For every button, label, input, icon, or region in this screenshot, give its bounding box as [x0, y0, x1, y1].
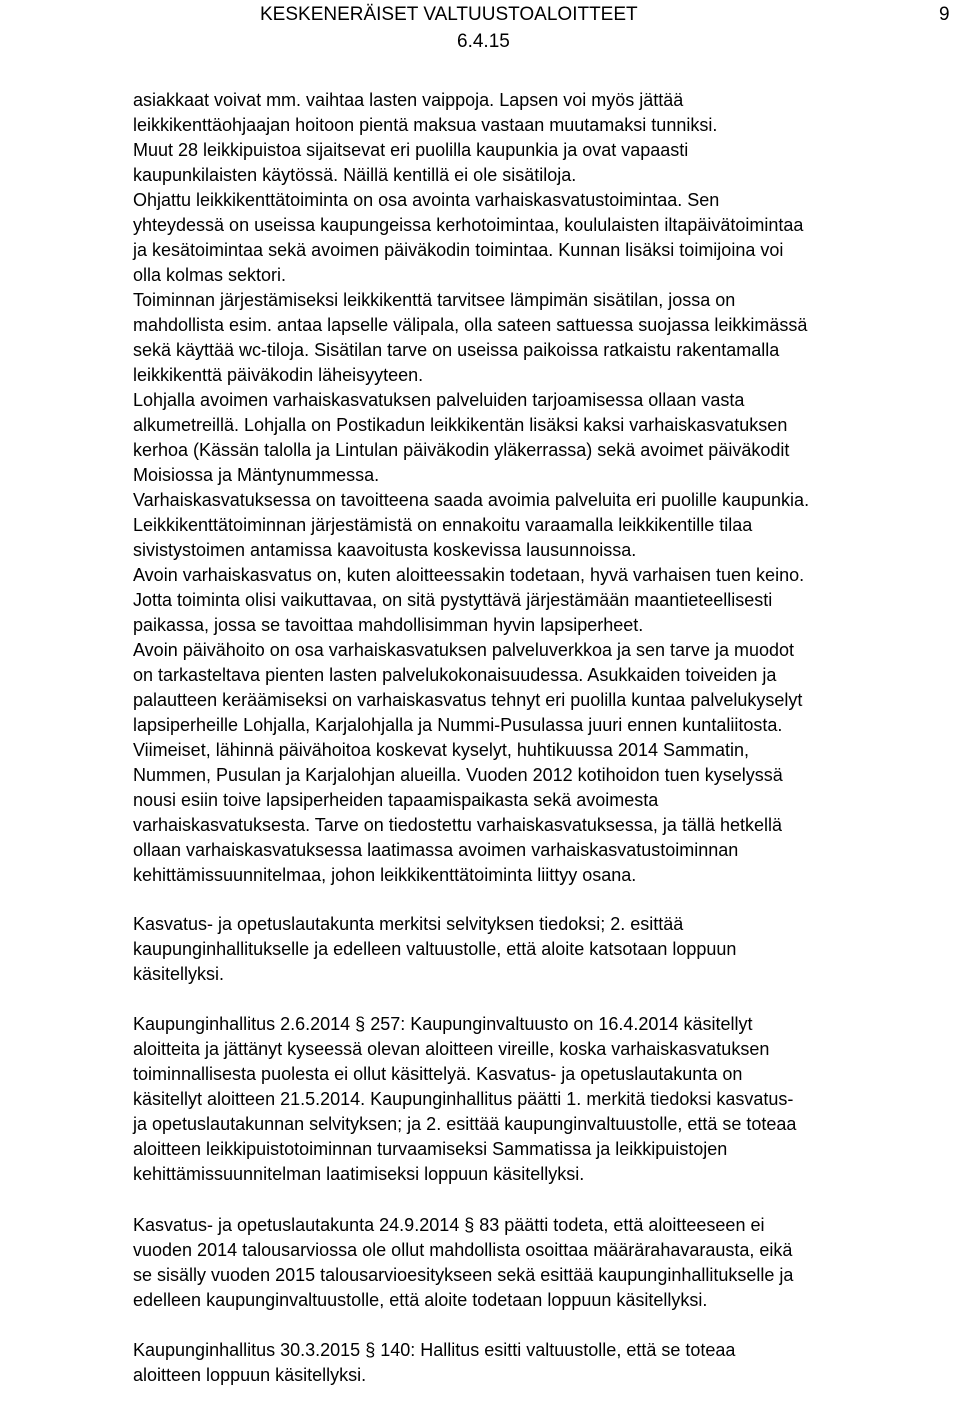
text-line: kaupunginhallitukselle ja edelleen valtuustolle, että aloite katsotaan loppuun: [133, 939, 737, 959]
text-line: käsitellyt aloitteen 21.5.2014. Kaupunginhallitus päätti 1. merkitä tiedoksi kasvatus-: [133, 1089, 794, 1109]
text-line: ollaan varhaiskasvatuksessa laatimassa avoimen varhaiskasvatustoiminnan: [133, 840, 739, 860]
text-line: nousi esiin toive lapsiperheiden tapaamispaikasta sekä avoimesta: [133, 790, 659, 810]
text-line: Kaupunginhallitus 2.6.2014 § 257: Kaupunginvaltuusto on 16.4.2014 käsitellyt: [133, 1014, 753, 1034]
text-line: Toiminnan järjestämiseksi leikkikenttä tarvitsee lämpimän sisätilan, jossa on: [133, 290, 736, 310]
text-line: se sisälly vuoden 2015 talousarvioesitykseen sekä esittää kaupunginhallitukselle ja: [133, 1265, 794, 1285]
text-line: Viimeiset, lähinnä päivähoitoa koskevat kyselyt, huhtikuussa 2014 Sammatin,: [133, 740, 750, 760]
text-line: sivistystoimen antamissa kaavoitusta koskevissa lausunnoissa.: [133, 540, 637, 560]
text-line: Leikkikenttätoiminnan järjestämistä on ennakoitu varaamalla leikkikentille tilaa: [133, 515, 753, 535]
text-line: käsitellyksi.: [133, 964, 225, 984]
text-line: yhteydessä on useissa kaupungeissa kerhotoimintaa, koululaisten iltapäivätoimintaa: [133, 215, 804, 235]
header-date: 6.4.15: [457, 31, 510, 52]
text-line: leikkikenttäohjaajan hoitoon pientä maksua vastaan muutamaksi tunniksi.: [133, 115, 718, 135]
text-line: Kasvatus- ja opetuslautakunta merkitsi selvityksen tiedoksi; 2. esittää: [133, 914, 684, 934]
text-line: kaupunkilaisten käytössä. Näillä kentillä ei ole sisätiloja.: [133, 165, 577, 185]
text-line: mahdollista esim. antaa lapselle välipala, olla sateen sattuessa suojassa leikkimässä: [133, 315, 808, 335]
text-line: Kasvatus- ja opetuslautakunta 24.9.2014 § 83 päätti todeta, että aloitteeseen ei: [133, 1215, 765, 1235]
text-line: alkumetreillä. Lohjalla on Postikadun leikkikentän lisäksi kaksi varhaiskasvatuksen: [133, 415, 788, 435]
text-line: Avoin päivähoito on osa varhaiskasvatuksen palveluverkkoa ja sen tarve ja muodot: [133, 640, 795, 660]
text-line: olla kolmas sektori.: [133, 265, 287, 285]
text-line: asiakkaat voivat mm. vaihtaa lasten vaippoja. Lapsen voi myös jättää: [133, 90, 684, 110]
text-line: Jotta toiminta olisi vaikuttavaa, on sitä pystyttävä järjestämään maantieteellisesti: [133, 590, 773, 610]
text-line: Lohjalla avoimen varhaiskasvatuksen palveluiden tarjoamisessa ollaan vasta: [133, 390, 745, 410]
text-line: edelleen kaupunginvaltuustolle, että aloite todetaan loppuun käsitellyksi.: [133, 1290, 708, 1310]
text-line: Avoin varhaiskasvatus on, kuten aloitteessakin todetaan, hyvä varhaisen tuen keino.: [133, 565, 805, 585]
text-line: kehittämissuunnitelmaa, johon leikkikenttätoiminta liittyy osana.: [133, 865, 637, 885]
text-line: varhaiskasvatuksesta. Tarve on tiedostettu varhaiskasvatuksessa, ja tällä hetkellä: [133, 815, 783, 835]
text-line: ja kesätoimintaa sekä avoimen päiväkodin toimintaa. Kunnan lisäksi toimijoina voi: [133, 240, 784, 260]
text-line: on tarkasteltava pienten lasten palvelukokonaisuudessa. Asukkaiden toiveiden ja: [133, 665, 777, 685]
text-line: Kaupunginhallitus 30.3.2015 § 140: Hallitus esitti valtuustolle, että se toteaa: [133, 1340, 736, 1360]
text-line: leikkikenttä päiväkodin läheisyyteen.: [133, 365, 424, 385]
text-line: palautteen keräämiseksi on varhaiskasvatus tehnyt eri puolilla kuntaa palvelukyselyt: [133, 690, 803, 710]
text-line: aloitteen loppuun käsitellyksi.: [133, 1365, 367, 1385]
text-line: Nummen, Pusulan ja Karjalohjan alueilla. Vuoden 2012 kotihoidon tuen kyselyssä: [133, 765, 783, 785]
text-line: kerhoa (Kässän talolla ja Lintulan päiväkodin yläkerrassa) sekä avoimet päiväkodit: [133, 440, 790, 460]
text-line: ja opetuslautakunnan selvityksen; ja 2. esittää kaupunginvaltuustolle, että se toteaa: [133, 1114, 797, 1134]
text-line: Varhaiskasvatuksessa on tavoitteena saada avoimia palveluita eri puolille kaupunkia.: [133, 490, 810, 510]
text-line: sekä käyttää wc-tiloja. Sisätilan tarve on useissa paikoissa ratkaistu rakentamalla: [133, 340, 780, 360]
text-line: Ohjattu leikkikenttätoiminta on osa avointa varhaiskasvatustoimintaa. Sen: [133, 190, 720, 210]
text-line: aloitteita ja jättänyt kyseessä olevan aloitteen vireille, koska varhaiskasvatuksen: [133, 1039, 770, 1059]
text-line: aloitteen leikkipuistotoiminnan turvaamiseksi Sammatissa ja leikkipuistojen: [133, 1139, 728, 1159]
text-line: kehittämissuunnitelman laatimiseksi loppuun käsitellyksi.: [133, 1164, 585, 1184]
page-number: 9: [939, 4, 950, 25]
text-line: vuoden 2014 talousarviossa ole ollut mahdollista osoittaa määrärahavarausta, eikä: [133, 1240, 793, 1260]
text-line: Muut 28 leikkipuistoa sijaitsevat eri puolilla kaupunkia ja ovat vapaasti: [133, 140, 689, 160]
text-line: lapsiperheille Lohjalla, Karjalohjalla ja Nummi-Pusulassa juuri ennen kuntaliitosta.: [133, 715, 783, 735]
text-line: Moisiossa ja Mäntynummessa.: [133, 465, 380, 485]
header-title: KESKENERÄISET VALTUUSTOALOITTEET: [260, 4, 638, 25]
text-line: toiminnallisesta puolesta ei ollut käsittelyä. Kasvatus- ja opetuslautakunta on: [133, 1064, 743, 1084]
text-line: paikassa, jossa se tavoittaa mahdollisimman hyvin lapsiperheet.: [133, 615, 644, 635]
